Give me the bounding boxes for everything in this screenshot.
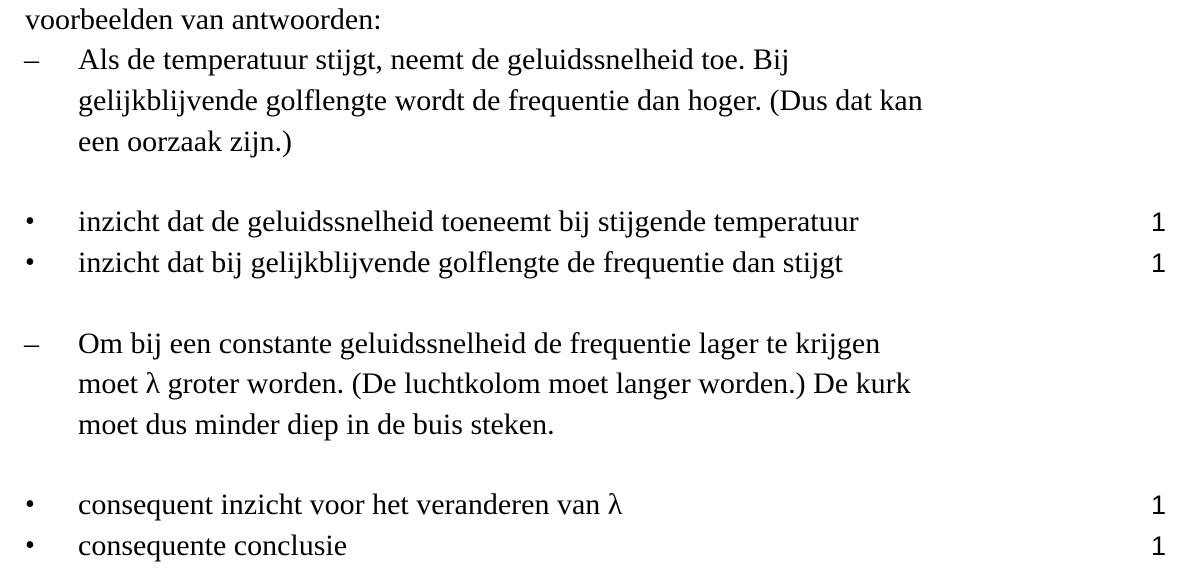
criterion-4: [0, 526, 1180, 566]
dash-marker: –: [24, 327, 39, 360]
bullet-marker: •: [25, 530, 35, 561]
answer-1-text: een oorzaak zijn.): [78, 125, 293, 158]
answer-1-text: gelijkblijvende golflengte wordt de frequentie dan hoger. (Dus dat kan: [78, 84, 923, 117]
answer-1-line-1: [0, 40, 1180, 80]
answer-1-line-3: [0, 122, 1180, 162]
answer-2-line-3: [0, 405, 1180, 445]
answer-2-text: Om bij een constante geluidssnelheid de frequentie lager te krijgen: [78, 327, 881, 360]
criterion-text: inzicht dat de geluidssnelheid toeneemt bij stijgende temperatuur: [78, 205, 859, 238]
score-point: 1: [1150, 531, 1166, 561]
bullet-marker: •: [25, 206, 35, 237]
answer-2-text: moet λ groter worden. (De luchtkolom moet langer worden.) De kurk: [78, 367, 911, 400]
dash-marker: –: [24, 43, 39, 76]
criterion-text: consequent inzicht voor het veranderen van λ: [78, 488, 623, 521]
score-point: 1: [1150, 207, 1166, 237]
criterion-text: consequente conclusie: [78, 529, 348, 562]
criterion-1: [0, 202, 1180, 242]
score-point: 1: [1150, 248, 1166, 278]
answer-2-text: moet dus minder diep in de buis steken.: [78, 408, 555, 441]
criterion-3: [0, 485, 1180, 525]
criterion-text: inzicht dat bij gelijkblijvende golflengte de frequentie dan stijgt: [78, 246, 843, 279]
bullet-marker: •: [25, 247, 35, 278]
answer-1-text: Als de temperatuur stijgt, neemt de geluidssnelheid toe. Bij: [78, 43, 790, 76]
answer-1-line-2: [0, 81, 1180, 121]
answer-2-line-2: [0, 364, 1180, 404]
criterion-2: [0, 243, 1180, 283]
intro-heading: voorbeelden van antwoorden:: [25, 3, 382, 36]
answer-2-line-1: [0, 324, 1180, 364]
bullet-marker: •: [25, 489, 35, 520]
score-point: 1: [1150, 490, 1166, 520]
